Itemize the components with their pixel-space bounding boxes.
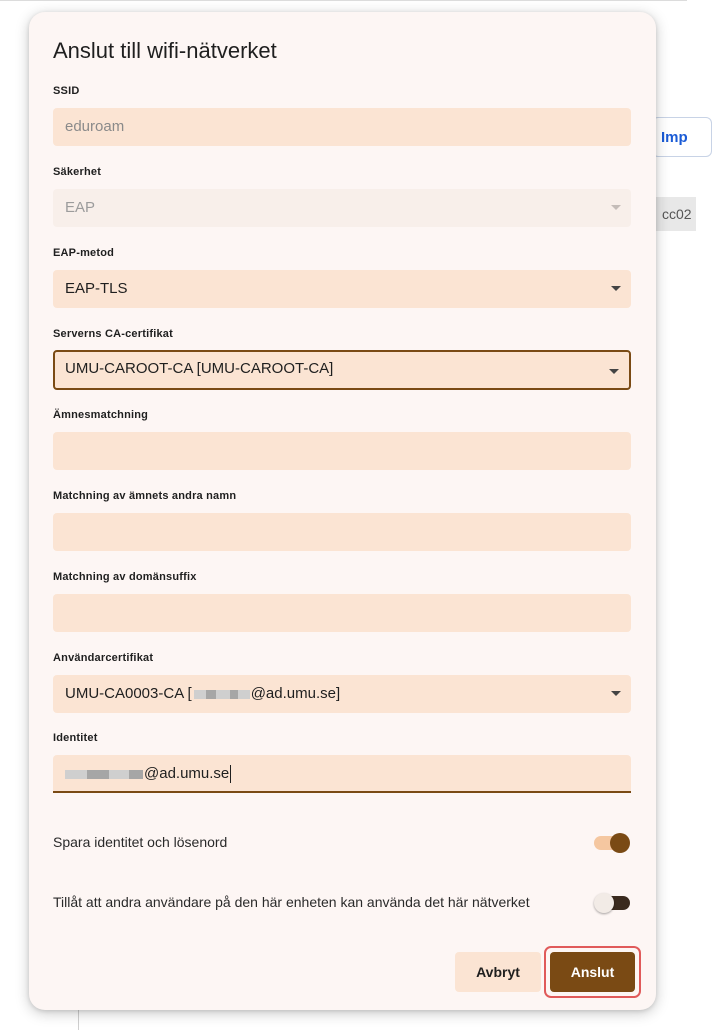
redacted-text: [129, 770, 143, 779]
background-divider: [0, 0, 687, 1]
connect-button[interactable]: Anslut: [550, 952, 635, 992]
dropdown-arrow-icon: [611, 286, 621, 291]
identity-input[interactable]: [53, 755, 631, 793]
allow-others-toggle[interactable]: [596, 896, 630, 910]
save-identity-toggle[interactable]: [594, 836, 628, 850]
security-select: [53, 189, 631, 227]
identity-value-suffix: @ad.umu.se: [144, 765, 230, 782]
redacted-text: [109, 770, 129, 779]
user-cert-select[interactable]: [53, 675, 631, 713]
dropdown-arrow-icon: [611, 205, 621, 210]
ca-cert-label: Serverns CA-certifikat: [53, 328, 173, 340]
redacted-text: [238, 690, 250, 699]
domain-suffix-label: Matchning av domänsuffix: [53, 571, 197, 583]
user-cert-value-suffix: @ad.umu.se]: [250, 685, 341, 702]
identity-label: Identitet: [53, 732, 98, 744]
cancel-button[interactable]: Avbryt: [455, 952, 541, 992]
user-cert-value-prefix: UMU-CA0003-CA [: [65, 685, 192, 702]
wifi-connect-dialog: [29, 12, 656, 1010]
user-cert-label: Användarcertifikat: [53, 652, 154, 664]
text-cursor: [230, 765, 231, 783]
dropdown-arrow-icon: [609, 369, 619, 374]
redacted-text: [194, 690, 206, 699]
ssid-label: SSID: [53, 85, 80, 97]
security-value: EAP: [65, 199, 96, 216]
alt-subject-match-label: Matchning av ämnets andra namn: [53, 490, 237, 502]
ssid-value: eduroam: [65, 118, 125, 135]
ca-cert-value: UMU-CAROOT-CA [UMU-CAROOT-CA]: [65, 360, 334, 377]
eap-method-value: EAP-TLS: [65, 280, 128, 297]
security-label: Säkerhet: [53, 166, 102, 178]
background-import-button[interactable]: Imp: [652, 117, 712, 157]
redacted-text: [230, 690, 238, 699]
eap-method-select[interactable]: [53, 270, 631, 308]
toggle-knob: [594, 893, 614, 913]
background-id-chip: cc02: [656, 197, 696, 231]
save-identity-row: [53, 834, 633, 850]
domain-suffix-input[interactable]: [53, 594, 631, 632]
redacted-text: [216, 690, 230, 699]
save-identity-label: Spara identitet och lösenord: [53, 834, 228, 850]
subject-match-input[interactable]: [53, 432, 631, 470]
redacted-text: [87, 770, 109, 779]
allow-others-label: Tillåt att andra användare på den här enheten kan använda det här nätverket: [53, 894, 530, 910]
dialog-title: Anslut till wifi-nätverket: [53, 38, 277, 63]
background-divider-vertical: [78, 1010, 79, 1030]
dropdown-arrow-icon: [611, 691, 621, 696]
allow-others-row: [53, 894, 633, 910]
ssid-field[interactable]: [53, 108, 631, 146]
ca-cert-select[interactable]: [53, 350, 631, 390]
redacted-text: [65, 770, 87, 779]
redacted-text: [206, 690, 216, 699]
alt-subject-match-input[interactable]: [53, 513, 631, 551]
eap-method-label: EAP-metod: [53, 247, 115, 259]
subject-match-label: Ämnesmatchning: [53, 409, 149, 421]
toggle-knob: [610, 833, 630, 853]
